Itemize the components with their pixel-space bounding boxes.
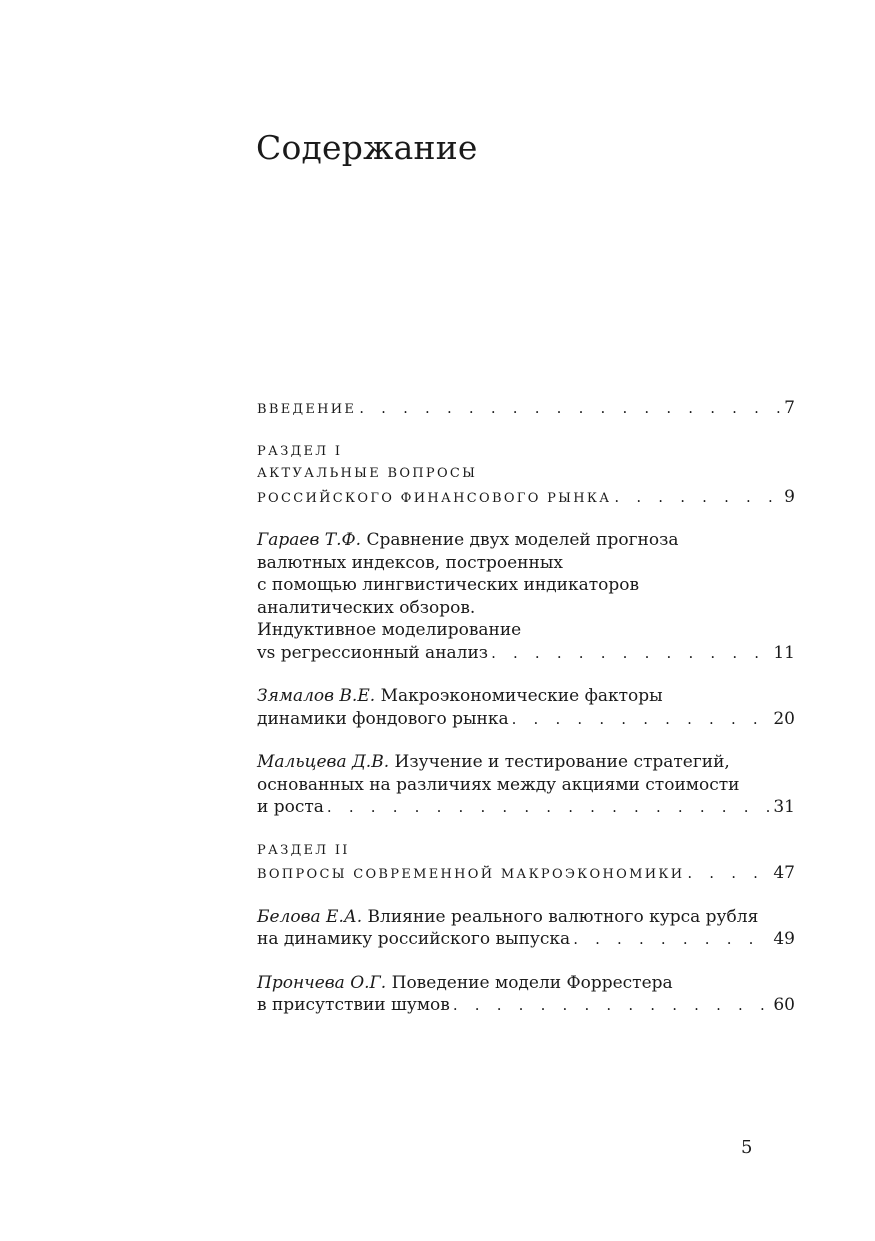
dot-leader [509,708,772,731]
dot-leader [324,796,771,819]
table-of-contents [257,397,795,1017]
entry1-title-3: с помощью лингвистических индикаторов [257,575,640,595]
entry1-author: Гараев Т.Ф. [257,530,362,550]
section2-title: ВОПРОСЫ СОВРЕМЕННОЙ МАКРОЭКОНОМИКИ [257,867,685,882]
entry3-line1 [257,751,795,774]
entry2-title-2: динамики фондового рынка [257,708,509,729]
toc-entry-3[interactable] [257,796,795,819]
dot-leader [488,642,771,665]
entry5-line1 [257,972,795,995]
toc-entry-4[interactable] [257,928,795,951]
entry4-author: Белова Е.А. [257,906,363,927]
entry2-author: Зямалов В.Е. [257,686,376,706]
section1-number: РАЗДЕЛ I [257,443,343,459]
entry4-page: 49 [773,929,795,949]
toc-entry-1[interactable] [257,642,795,665]
entry3-line2 [257,774,795,797]
entry4-title-1: Влияние реального валютного курса рубля [367,906,759,927]
entry1-title-5: Индуктивное моделирование [257,620,522,640]
entry1-page: 11 [773,642,795,663]
entry1-title-4: аналитических обзоров. [257,597,476,618]
entry1-line2 [257,552,795,575]
entry1-title-6: vs регрессионный анализ [257,642,489,663]
entry5-author: Прончева О.Г. [257,972,387,993]
dot-leader [570,928,771,951]
entry1-line4 [257,597,795,620]
toc-entry-section2[interactable] [257,862,795,885]
page-title: Содержание [256,128,478,167]
entry1-line3 [257,574,795,597]
entry3-title-1: Изучение и тестирование стратегий, [394,752,730,772]
entry1-title-2: валютных индексов, построенных [257,552,563,573]
section1-page: 9 [784,486,795,507]
entry3-page: 31 [773,797,795,817]
entry5-title-2: в присутствии шумов [257,995,450,1015]
toc-entry-intro[interactable] [257,397,795,420]
entry3-author: Мальцева Д.В. [257,752,390,772]
toc-entry-5[interactable] [257,994,795,1017]
section1-title-2: РОССИЙСКОГО ФИНАНСОВОГО РЫНКА [257,490,612,506]
entry5-page: 60 [773,995,795,1015]
section2-number-line [257,840,795,863]
entry1-title-1: Сравнение двух моделей прогноза [366,530,679,550]
entry3-title-3: и роста [257,797,324,817]
dot-leader [356,397,782,420]
dot-leader [450,994,772,1017]
dot-leader [684,862,771,885]
entry2-title-1: Макроэкономические факторы [380,686,663,706]
entry4-title-2: на динамику российского выпуска [257,929,571,949]
entry3-title-2: основанных на различиях между акциями стоимости [257,774,740,795]
intro-label: ВВЕДЕНИЕ [257,402,357,417]
section2-page: 47 [773,863,795,883]
entry5-title-1: Поведение модели Форрестера [391,972,673,993]
toc-entry-section1[interactable] [257,486,795,509]
entry1-line1 [257,529,795,552]
toc-entry-2[interactable] [257,708,795,731]
section1-title-line1 [257,463,795,486]
section1-number-line [257,441,795,464]
entry2-line1 [257,685,795,708]
page-number: 5 [741,1137,753,1158]
section2-number: РАЗДЕЛ II [257,842,350,858]
entry1-line5 [257,619,795,642]
entry4-line1 [257,906,795,929]
section1-title-1: АКТУАЛЬНЫЕ ВОПРОСЫ [257,466,478,481]
entry2-page: 20 [773,708,795,729]
dot-leader [611,486,782,509]
intro-page: 7 [784,398,795,418]
